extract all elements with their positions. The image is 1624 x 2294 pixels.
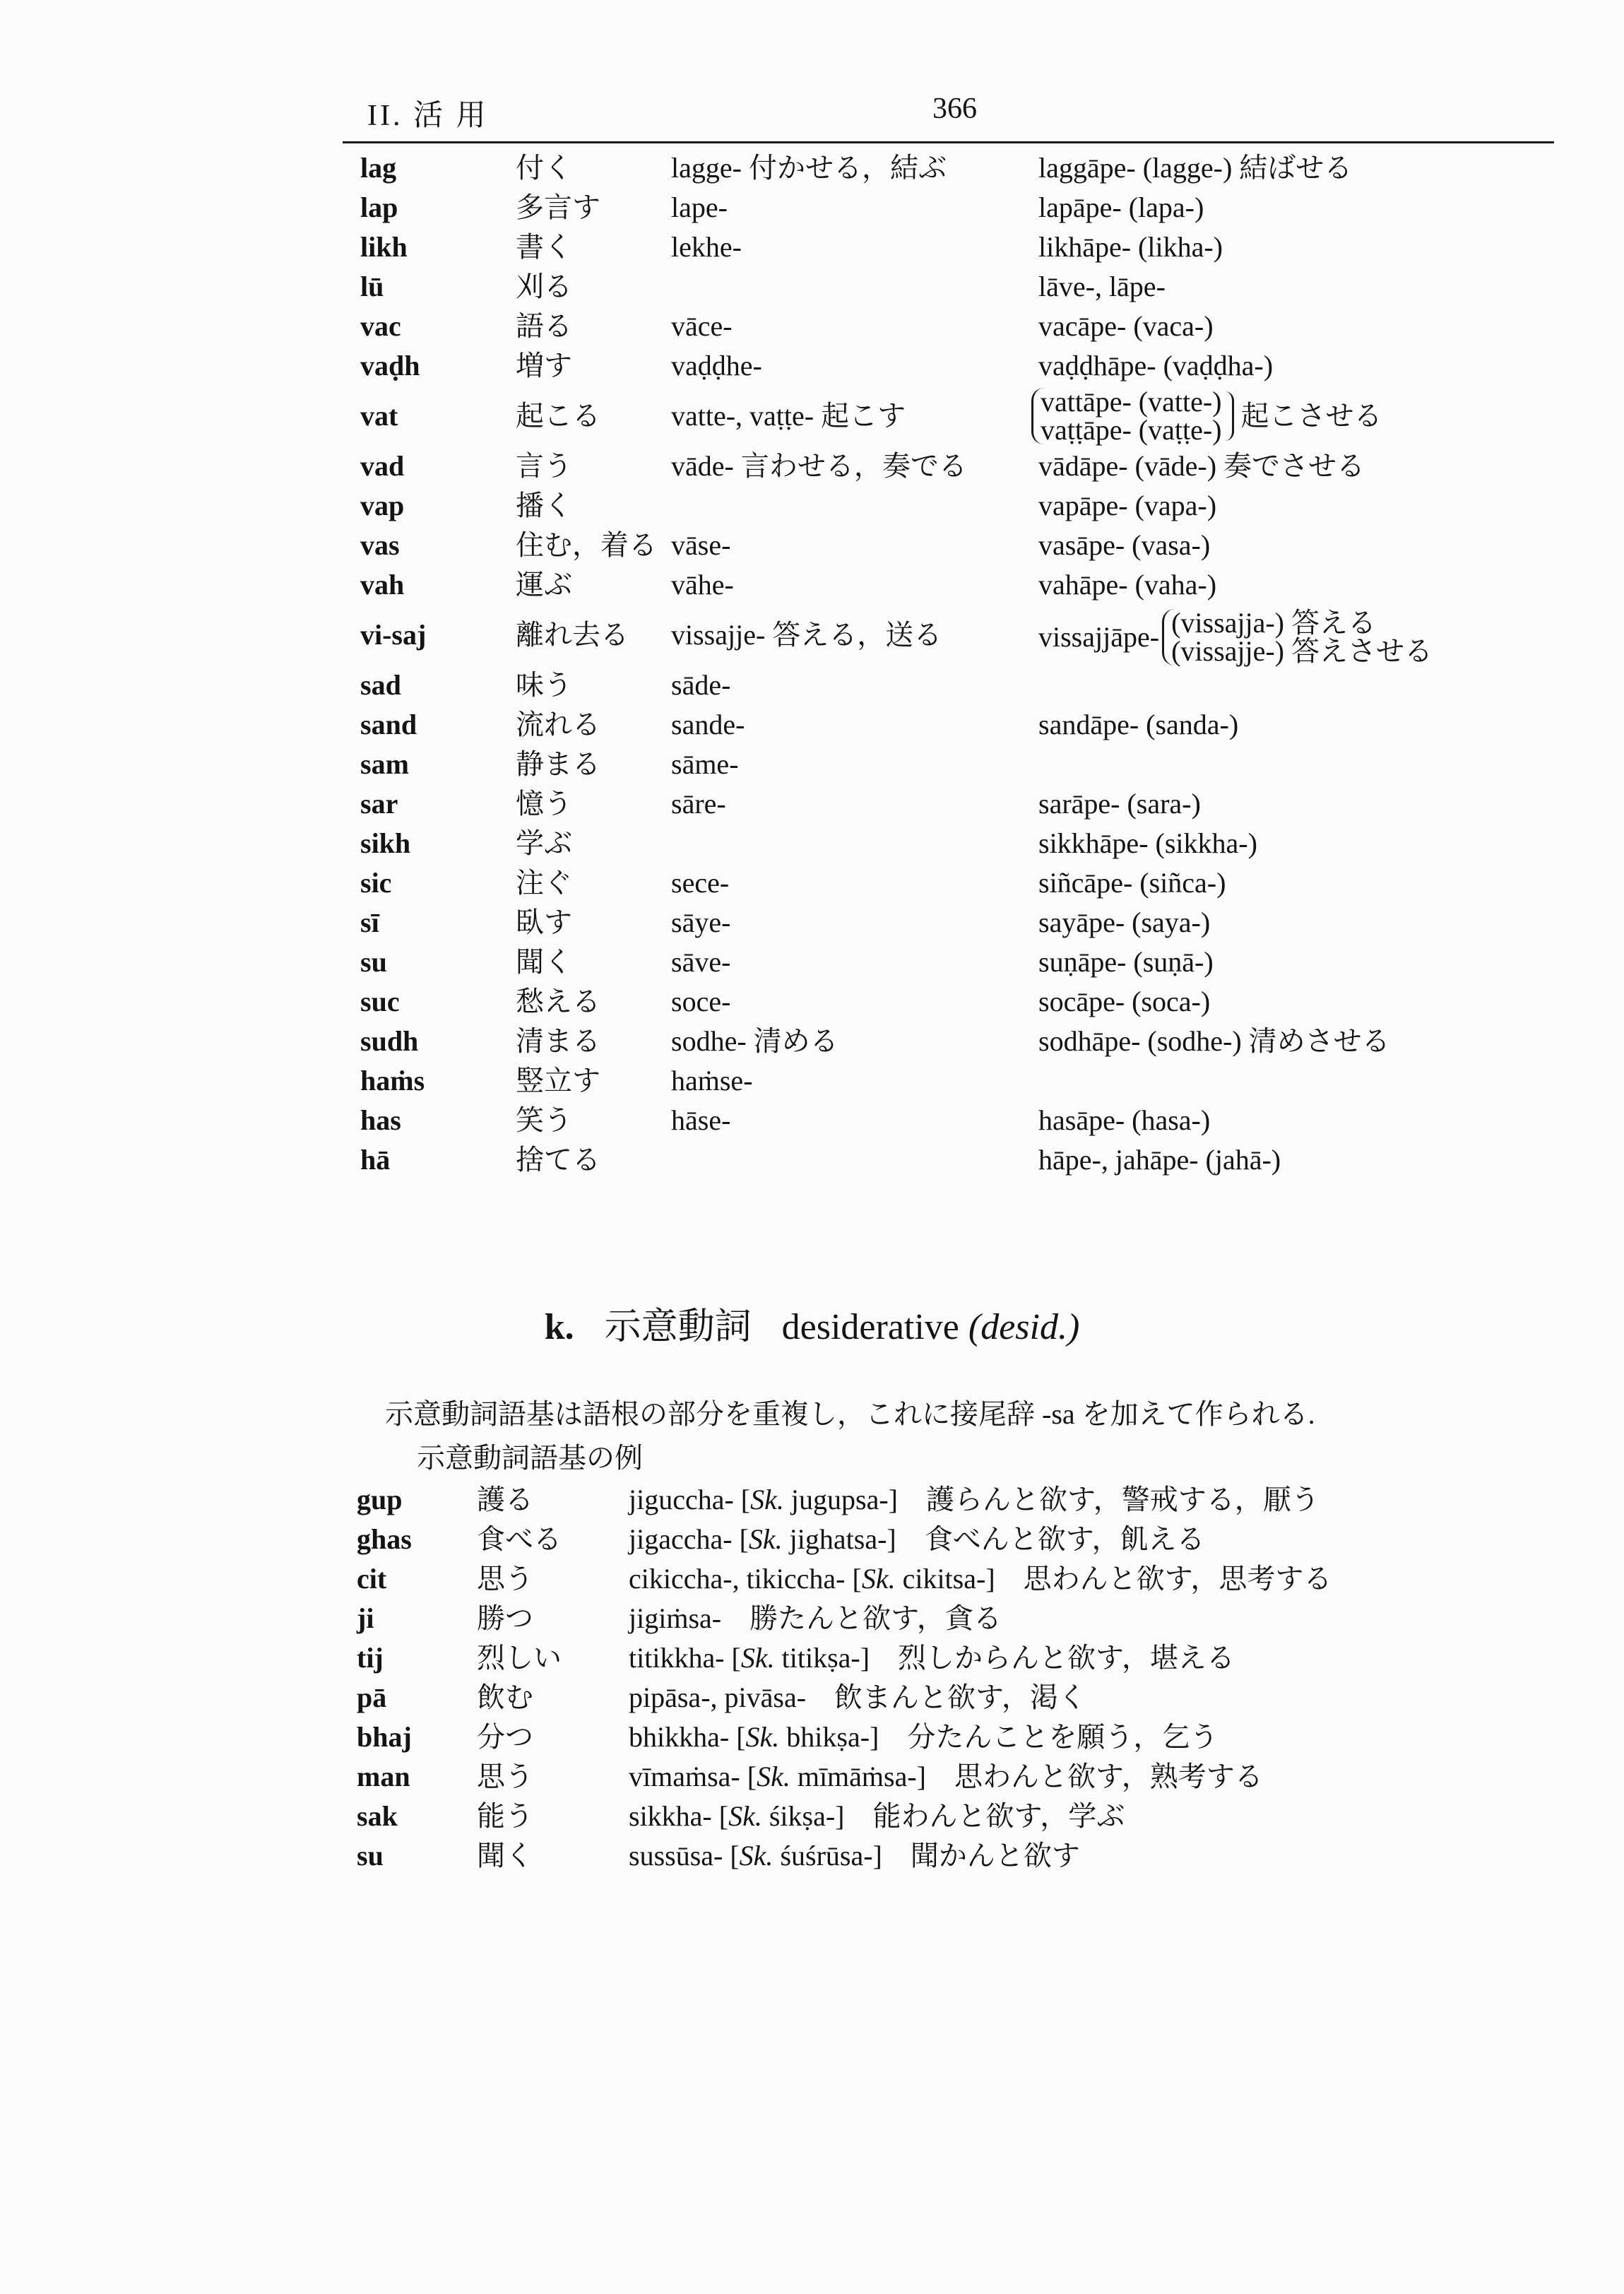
table-row: [360, 1140, 1547, 1180]
table-row: [360, 386, 1547, 447]
meaning-cell: 思う: [477, 1563, 533, 1595]
form-cell: [629, 1836, 1080, 1876]
meaning-cell: 聞く: [477, 1840, 533, 1872]
meaning-cell: 飲む: [477, 1681, 533, 1713]
root-cell: sand: [360, 709, 417, 740]
meaning-cell: 味う: [516, 669, 572, 701]
causative2-cell: lāve-, lāpe-: [1038, 271, 1166, 302]
causative-cell: hāse-: [671, 1104, 731, 1136]
table-row: [357, 1520, 1558, 1559]
sanskrit-abbr: Sk.: [740, 1642, 775, 1674]
table-row: [360, 486, 1547, 526]
causative-cell: sodhe- 清める: [671, 1025, 838, 1057]
meaning-cell: 竪立す: [516, 1065, 600, 1096]
section-k-heading: [0, 1296, 1624, 1349]
causative-cell: soce-: [671, 986, 731, 1017]
causative-cell: lape-: [671, 191, 728, 223]
brace-lines: [1031, 388, 1225, 444]
causative2-cell: sodhāpe- (sodhe-) 清めさせる: [1038, 1025, 1390, 1057]
brace-group: [1031, 388, 1382, 444]
causative-cell: vāce-: [671, 310, 733, 342]
meaning-cell: 思う: [477, 1761, 533, 1792]
meaning-cell: 刈る: [516, 271, 572, 302]
causative2-cell: sarāpe- (sara-): [1038, 788, 1201, 820]
form-text: bhikṣa-] 分たんことを願う，乞う: [779, 1721, 1219, 1753]
brace-line: (vissajja-) 答える: [1171, 607, 1377, 639]
table-row: [357, 1678, 1558, 1717]
causative-cell: vissajje- 答える，送る: [671, 619, 942, 651]
desiderative-table: [357, 1480, 1558, 1876]
form-text: śuśrūsa-] 聞かんと欲す: [773, 1840, 1080, 1872]
table-row: [357, 1638, 1558, 1678]
table-row: [360, 903, 1547, 942]
causative-cell: vāde- 言わせる，奏でる: [671, 450, 967, 482]
table-row: [360, 526, 1547, 565]
meaning-cell: 烈しい: [477, 1642, 562, 1674]
meaning-cell: 分つ: [477, 1721, 533, 1753]
table-row: [360, 1101, 1547, 1140]
root-cell: sic: [360, 867, 392, 899]
table-row: [360, 863, 1547, 903]
causative2-cell: suṇāpe- (suṇā-): [1038, 946, 1214, 978]
form-text: jigiṁsa- 勝たんと欲す，貪る: [629, 1602, 1002, 1634]
causative2-cell: sikkhāpe- (sikkha-): [1038, 827, 1257, 859]
form-cell: [629, 1678, 1086, 1717]
root-cell: bhaj: [357, 1721, 412, 1753]
table-row: [360, 267, 1547, 307]
table-row: [360, 227, 1547, 267]
meaning-cell: 聞く: [516, 946, 572, 978]
table-row: [360, 188, 1547, 227]
table-row: [360, 346, 1547, 386]
causative-cell: vāse-: [671, 529, 731, 561]
meaning-cell: 増す: [516, 350, 572, 382]
causative-cell: vaḍḍhe-: [671, 350, 762, 382]
meaning-cell: 清まる: [516, 1025, 600, 1057]
table-row: [360, 148, 1547, 188]
table-row: [357, 1757, 1558, 1797]
root-cell: ji: [357, 1602, 374, 1634]
root-cell: vat: [360, 400, 398, 432]
root-cell: sar: [360, 788, 398, 820]
root-cell: lag: [360, 152, 397, 184]
form-cell: [629, 1480, 1320, 1520]
form-cell: [629, 1599, 1002, 1638]
page-header: [360, 86, 1554, 143]
form-text: jugupsa-] 護らんと欲す，警戒する，厭う: [783, 1484, 1320, 1515]
root-cell: vaḍh: [360, 350, 420, 382]
causative-cell: sāme-: [671, 748, 739, 780]
table-row: [360, 666, 1547, 705]
form-text: cikiccha-, tikiccha- [: [629, 1563, 862, 1595]
causative-cell: haṁse-: [671, 1065, 753, 1096]
form-text: sussūsa- [: [629, 1840, 740, 1872]
causative2-cell: likhāpe- (likha-): [1038, 231, 1223, 263]
root-cell: sam: [360, 748, 409, 780]
meaning-cell: 注ぐ: [516, 867, 572, 899]
root-cell: sī: [360, 906, 379, 938]
table-row: [357, 1717, 1558, 1757]
table-row: [360, 745, 1547, 784]
form-text: sikkha- [: [629, 1800, 729, 1832]
form-cell: [629, 1717, 1218, 1757]
section-intro-text: 示意動詞語基は語根の部分を重複し，これに接尾辞 -sa を加えて作られる.: [385, 1398, 1315, 1430]
section-examples-label: 示意動詞語基の例: [417, 1442, 643, 1474]
sanskrit-abbr: Sk.: [739, 1840, 774, 1872]
table-row: [360, 565, 1547, 605]
form-text: titikkha- [: [629, 1642, 741, 1674]
root-cell: su: [357, 1840, 384, 1872]
table-row: [357, 1599, 1558, 1638]
causative2-cell: vacāpe- (vaca-): [1038, 310, 1214, 342]
root-cell: vac: [360, 310, 401, 342]
root-cell: ghas: [357, 1523, 412, 1555]
meaning-cell: 流れる: [516, 709, 600, 740]
meaning-cell: 捨てる: [516, 1144, 600, 1176]
root-cell: suc: [360, 986, 400, 1017]
form-text: jighatsa-] 食べんと欲す，飢える: [782, 1523, 1205, 1555]
root-cell: su: [360, 946, 387, 978]
meaning-cell: 勝つ: [477, 1602, 533, 1634]
root-cell: gup: [357, 1484, 403, 1515]
meaning-cell: 起こる: [516, 400, 600, 432]
form-text: titikṣa-] 烈しからんと欲す，堪える: [774, 1642, 1235, 1674]
causative2-cell: hāpe-, jahāpe- (jahā-): [1038, 1144, 1281, 1176]
causative-cell: sāre-: [671, 788, 726, 820]
root-cell: lū: [360, 271, 384, 302]
root-cell: sikh: [360, 827, 411, 859]
brace-group: [1038, 609, 1435, 666]
meaning-cell: 言う: [516, 450, 572, 482]
section-title-en: desiderative: [781, 1307, 959, 1347]
root-cell: haṁs: [360, 1065, 425, 1096]
table-row: [357, 1559, 1558, 1599]
meaning-cell: 多言す: [516, 191, 600, 223]
brace-line: vattāpe- (vatte-): [1041, 386, 1222, 418]
meaning-cell: 語る: [516, 310, 572, 342]
form-cell: [629, 1638, 1235, 1678]
table-row: [360, 307, 1547, 346]
causative2-cell: vaḍḍhāpe- (vaḍḍha-): [1038, 350, 1274, 382]
root-cell: has: [360, 1104, 401, 1136]
sanskrit-abbr: Sk.: [861, 1563, 896, 1595]
meaning-cell: 住む，着る: [516, 529, 657, 561]
causative-cell: sāde-: [671, 669, 731, 701]
causative-cell: sece-: [671, 867, 730, 899]
meaning-cell: 臥す: [516, 906, 572, 938]
meaning-cell: 付く: [516, 152, 572, 184]
section-letter: k.: [544, 1307, 574, 1347]
meaning-cell: 静まる: [516, 748, 600, 780]
sanskrit-abbr: Sk.: [757, 1761, 790, 1792]
root-cell: cit: [357, 1563, 387, 1595]
root-cell: likh: [360, 231, 408, 263]
form-cell: [629, 1559, 1332, 1599]
brace-line: (vissajje-) 答えさせる: [1171, 635, 1433, 667]
meaning-cell: 憶う: [516, 788, 572, 820]
brace-right: [1225, 391, 1234, 441]
brace-gloss: 起こさせる: [1240, 400, 1382, 432]
causative-cell: vāhe-: [671, 569, 734, 601]
form-text: mīmāṁsa-] 思わんと欲す，熟考する: [790, 1761, 1263, 1792]
form-cell: [629, 1757, 1263, 1797]
causative-cell: sāve-: [671, 946, 731, 978]
meaning-cell: 学ぶ: [516, 827, 572, 859]
form-text: bhikkha- [: [629, 1721, 746, 1753]
root-cell: sudh: [360, 1025, 419, 1057]
form-text: cikitsa-] 思わんと欲す，思考する: [895, 1563, 1332, 1595]
brace-prefix: vissajjāpe-: [1038, 621, 1160, 653]
form-text: śikṣa-] 能わんと欲す，学ぶ: [761, 1800, 1125, 1832]
table-row: [357, 1836, 1558, 1876]
root-cell: tij: [357, 1642, 384, 1674]
form-cell: [629, 1520, 1205, 1559]
table-row: [360, 982, 1547, 1022]
causative-table: [360, 148, 1547, 1180]
form-text: jigaccha- [: [629, 1523, 749, 1555]
brace-line: vaṭṭāpe- (vaṭṭe-): [1041, 414, 1222, 446]
meaning-cell: 笑う: [516, 1104, 572, 1136]
table-row: [360, 942, 1547, 982]
meaning-cell: 離れ去る: [516, 619, 629, 651]
root-cell: vi-saj: [360, 619, 427, 651]
root-cell: sad: [360, 669, 401, 701]
header-rule: [343, 141, 1554, 143]
section-abbr: (desid.): [968, 1307, 1080, 1347]
causative-cell: lekhe-: [671, 231, 742, 263]
table-row: [360, 1061, 1547, 1101]
meaning-cell: 食べる: [477, 1523, 562, 1555]
form-text: jiguccha- [: [629, 1484, 751, 1515]
meaning-cell: 能う: [477, 1800, 533, 1832]
sanskrit-abbr: Sk.: [748, 1523, 783, 1555]
section-label: II. 活 用: [367, 100, 489, 132]
root-cell: vap: [360, 490, 405, 521]
meaning-cell: 書く: [516, 231, 572, 263]
sanskrit-abbr: Sk.: [750, 1484, 784, 1515]
form-text: vīmaṁsa- [: [629, 1761, 757, 1792]
causative2-cell: vahāpe- (vaha-): [1038, 569, 1217, 601]
brace-lines: [1162, 609, 1435, 666]
root-cell: vad: [360, 450, 405, 482]
table-row: [360, 824, 1547, 863]
causative2-cell: lapāpe- (lapa-): [1038, 191, 1204, 223]
table-row: [360, 784, 1547, 824]
root-cell: pā: [357, 1681, 387, 1713]
table-row: [357, 1480, 1558, 1520]
section-title-jp: 示意動詞: [604, 1307, 752, 1347]
table-row: [357, 1797, 1558, 1836]
causative2-cell: sayāpe- (saya-): [1038, 906, 1211, 938]
root-cell: hā: [360, 1144, 391, 1176]
table-row: [360, 605, 1547, 666]
table-row: [360, 705, 1547, 745]
causative-cell: vatte-, vaṭṭe- 起こす: [671, 400, 906, 432]
causative-cell: sāye-: [671, 906, 731, 938]
causative2-cell: vasāpe- (vasa-): [1038, 529, 1211, 561]
causative2-cell: laggāpe- (lagge-) 結ばせる: [1038, 152, 1353, 184]
causative2-cell: hasāpe- (hasa-): [1038, 1104, 1211, 1136]
meaning-cell: 愁える: [516, 986, 600, 1017]
root-cell: vas: [360, 529, 400, 561]
causative2-cell: vādāpe- (vāde-) 奏でさせる: [1038, 450, 1365, 482]
sanskrit-abbr: Sk.: [745, 1721, 780, 1753]
root-cell: sak: [357, 1800, 398, 1832]
causative-cell: sande-: [671, 709, 745, 740]
meaning-cell: 運ぶ: [516, 569, 572, 601]
table-row: [360, 1022, 1547, 1061]
form-cell: [629, 1797, 1125, 1836]
meaning-cell: 播く: [516, 490, 572, 521]
root-cell: lap: [360, 191, 398, 223]
root-cell: man: [357, 1761, 410, 1792]
sanskrit-abbr: Sk.: [728, 1800, 762, 1832]
root-cell: vah: [360, 569, 405, 601]
form-text: pipāsa-, pivāsa- 飲まんと欲す，渇く: [629, 1681, 1086, 1713]
table-row: [360, 447, 1547, 486]
page-number: 366: [932, 93, 977, 125]
causative-cell: lagge- 付かせる，結ぶ: [671, 152, 947, 184]
causative2-cell: sandāpe- (sanda-): [1038, 709, 1239, 740]
causative2-cell: socāpe- (soca-): [1038, 986, 1211, 1017]
causative2-cell: vapāpe- (vapa-): [1038, 490, 1217, 521]
causative2-cell: siñcāpe- (siñca-): [1038, 867, 1226, 899]
meaning-cell: 護る: [477, 1484, 533, 1515]
